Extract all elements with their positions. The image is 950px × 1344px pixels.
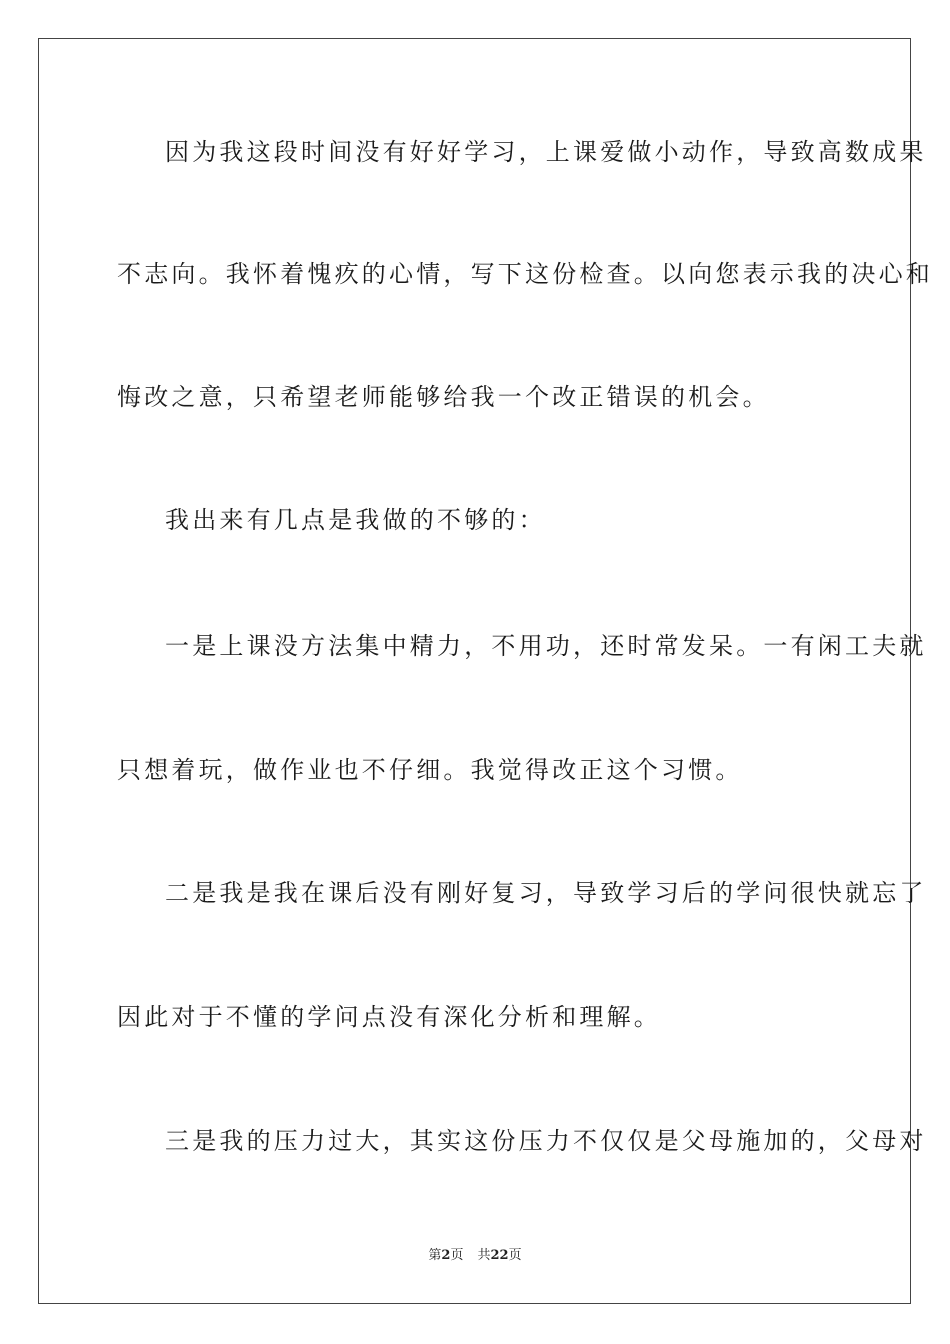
paragraph-3-line-1: 一是上课没方法集中精力，不用功，还时常发呆。一有闲工夫就	[165, 632, 927, 660]
total-prefix: 共	[477, 1248, 491, 1263]
page-border	[38, 38, 911, 1304]
total-suffix: 页	[508, 1248, 522, 1263]
total-pages: 22	[490, 1248, 509, 1263]
page-suffix: 页	[450, 1248, 464, 1263]
page-footer	[0, 1248, 950, 1264]
paragraph-5-line-1: 三是我的压力过大，其实这份压力不仅仅是父母施加的，父母对	[165, 1127, 927, 1155]
paragraph-1-line-3: 悔改之意，只希望老师能够给我一个改正错误的机会。	[117, 383, 770, 411]
paragraph-3-line-2: 只想着玩，做作业也不仔细。我觉得改正这个习惯。	[117, 756, 743, 784]
paragraph-2-line-1: 我出来有几点是我做的不够的：	[165, 506, 546, 534]
paragraph-1-line-1: 因为我这段时间没有好好学习，上课爱做小动作，导致高数成果	[165, 138, 927, 166]
paragraph-4-line-1: 二是我是我在课后没有刚好复习，导致学习后的学问很快就忘了	[165, 879, 927, 907]
page-prefix: 第	[428, 1248, 442, 1263]
page-number: 2	[441, 1248, 451, 1263]
paragraph-4-line-2: 因此对于不懂的学问点没有深化分析和理解。	[117, 1003, 661, 1031]
paragraph-1-line-2: 不志向。我怀着愧疚的心情，写下这份检查。以向您表示我的决心和	[117, 260, 933, 288]
